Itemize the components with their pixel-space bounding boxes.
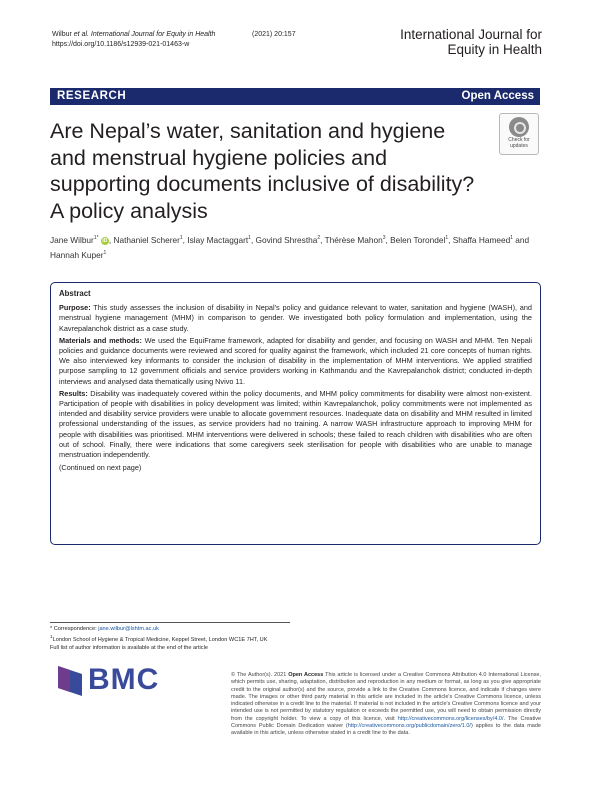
abstract-heading: Abstract (59, 289, 91, 298)
header-et-al: et al. (73, 31, 89, 38)
license-body-3: ) applies to the data made available in this article, unless otherwise stated in a credit line to the data. (231, 723, 541, 737)
abstract-box (50, 282, 541, 545)
correspondence-label: * Correspondence: (50, 626, 99, 632)
methods-label: Materials and methods: (59, 335, 142, 345)
author-name[interactable]: , Nathaniel Scherer (108, 234, 180, 245)
correspondence-email-link[interactable]: jane.wilbur@lshtm.ac.uk (98, 626, 159, 632)
abstract-methods (59, 336, 532, 387)
affiliation (50, 633, 290, 644)
purpose-label: Purpose: (59, 303, 91, 313)
running-header (52, 30, 296, 50)
check-for-updates-button[interactable] (499, 113, 539, 155)
article-title: Are Nepal’s water, sanitation and hygiene and menstrual hygiene policies and supporting documents inclusive of disability? A policy analysis (50, 119, 475, 223)
license-body-2: . The Creative Commons Public Domain Dedication waiver ( (231, 715, 542, 730)
check-for-updates-icon (509, 117, 529, 137)
author-name[interactable]: Jane Wilbur (50, 234, 94, 245)
license-open-access-label: Open Access (288, 672, 324, 678)
cc-zero-link[interactable]: http://creativecommons.org/publicdomain/zero/1.0/ (347, 723, 471, 730)
license-body-1: This article is licensed under a Creative Commons Attribution 4.0 International License, which permits use, sharing, adaptation, distribution and reproduction in any medium or format, as long as you give appropriate credit to the original author(s) and the source, provide a link to the Creative Commons licence, and indicate if changes were made. The images or other third party material in this article are included in the article's Creative Commons licence, unless indicated otherwise in a credit line to the material. If material is not included in the article's Creative Commons licence and your intended use is not permitted by statutory regulation or exceeds the permitted use, you will need to obtain permission directly from the copyright holder. To view a copy of this licence, visit (231, 672, 541, 722)
open-access-label: Open Access (461, 90, 534, 102)
article-type-banner (50, 88, 540, 105)
author-name[interactable]: , Islay Mactaggart (182, 234, 249, 245)
author-affil: 1 (103, 249, 107, 256)
header-journal: International Journal for Equity in Health (88, 31, 216, 38)
author-affil: 3 (382, 235, 386, 241)
copyright: © The Author(s). 2021 (231, 672, 289, 678)
cc-by-link[interactable]: http://creativecommons.org/licenses/by/4.0/ (397, 715, 504, 722)
author-name[interactable]: , Shaffa Hameed (448, 234, 511, 245)
bmc-logo-text: BMC (88, 663, 160, 696)
author-affil: 1 (248, 235, 251, 241)
abstract-purpose (59, 303, 532, 334)
continued-note: (Continued on next page) (59, 463, 142, 473)
author-affil: 1 (445, 235, 449, 241)
journal-name (400, 28, 542, 57)
author-name[interactable]: , Govind Shrestha (250, 234, 318, 245)
author-affil: 1 (510, 235, 513, 241)
license-text (231, 672, 541, 738)
author-name[interactable]: , Thérèse Mahon (320, 234, 383, 245)
citation-line (52, 30, 296, 40)
full-author-info-note: Full list of author information is available at the end of the article (50, 644, 208, 651)
correspondence (50, 625, 290, 633)
check-for-updates-line2: updates (510, 142, 528, 149)
orcid-icon[interactable]: iD (102, 237, 108, 244)
author-name[interactable]: and Hannah Kuper (50, 234, 530, 260)
author-affil: 1* (93, 235, 99, 241)
affiliation-sup: 1 (50, 634, 53, 639)
results-text: Disability was inadequately covered within the policy documents, and MHM policy commitments for disability were almost non-existent. Participation of people with disabilities in policy development was limited; within Kavrepalanchok, policy commitments were not implemented as intended and disability service providers were unable to allocate government resources. Inadequate data on disability and MHM resulted in limited professional understanding of the issues, as service providers had no training. A narrow WASH infrastructure approach to improving MHM for people with disabilities was prioritised. MHM interventions were delivered in schools; these failed to reach children with disabilities who are often out of school. Finally, there were indications that some caregivers seek sterilisation for people with disabilities who are unable to manage menstruation independently. (59, 388, 532, 460)
bmc-logo-icon (58, 666, 82, 696)
header-volume: (2021) 20:157 (252, 31, 296, 38)
author-name[interactable]: , Belen Torondel (385, 234, 446, 245)
methods-text: We used the EquiFrame framework, adapted for disability and gender, and focusing on WASH and MHM. Ten Nepali policies and guidance documents were reviewed and scored for quality against the framework, which included 21 core concepts of human rights. We also interviewed key informants to consider the inclusion of disability in the implementation of MHM interventions. We applied stratified purpose sampling to 12 government officials and service providers working in Kathmandu and the Kavrepalanchok district; conducted in-depth interviews and analysed data thematically using Nvivo 11. (59, 335, 532, 386)
abstract-results (59, 389, 532, 460)
affiliation-text: London School of Hygiene & Tropical Medicine, Keppel Street, London WC1E 7HT, UK (52, 636, 268, 643)
purpose-text: This study assesses the inclusion of disability in Nepal’s policy and guidance relevant to water, sanitation and hygiene (WASH), and menstrual hygiene management (MHM) in comparison to gender. We investigated both policy formulation and implementation, using the Kavrepalanchok district as a case study. (59, 303, 532, 333)
results-label: Results: (59, 388, 88, 398)
author-affil: 1 (179, 235, 183, 241)
journal-name-line1: International Journal for (400, 27, 542, 42)
author-affil: 2 (317, 235, 321, 241)
header-authors: Wilbur (52, 31, 74, 38)
footnotes (50, 622, 290, 652)
check-for-updates-line1: Check for (508, 137, 530, 143)
section-label: RESEARCH (57, 90, 127, 102)
journal-name-line2: Equity in Health (447, 41, 542, 57)
author-list (50, 232, 530, 262)
bmc-logo (58, 663, 168, 698)
header-doi[interactable]: https://doi.org/10.1186/s12939-021-01463-w (52, 41, 190, 48)
